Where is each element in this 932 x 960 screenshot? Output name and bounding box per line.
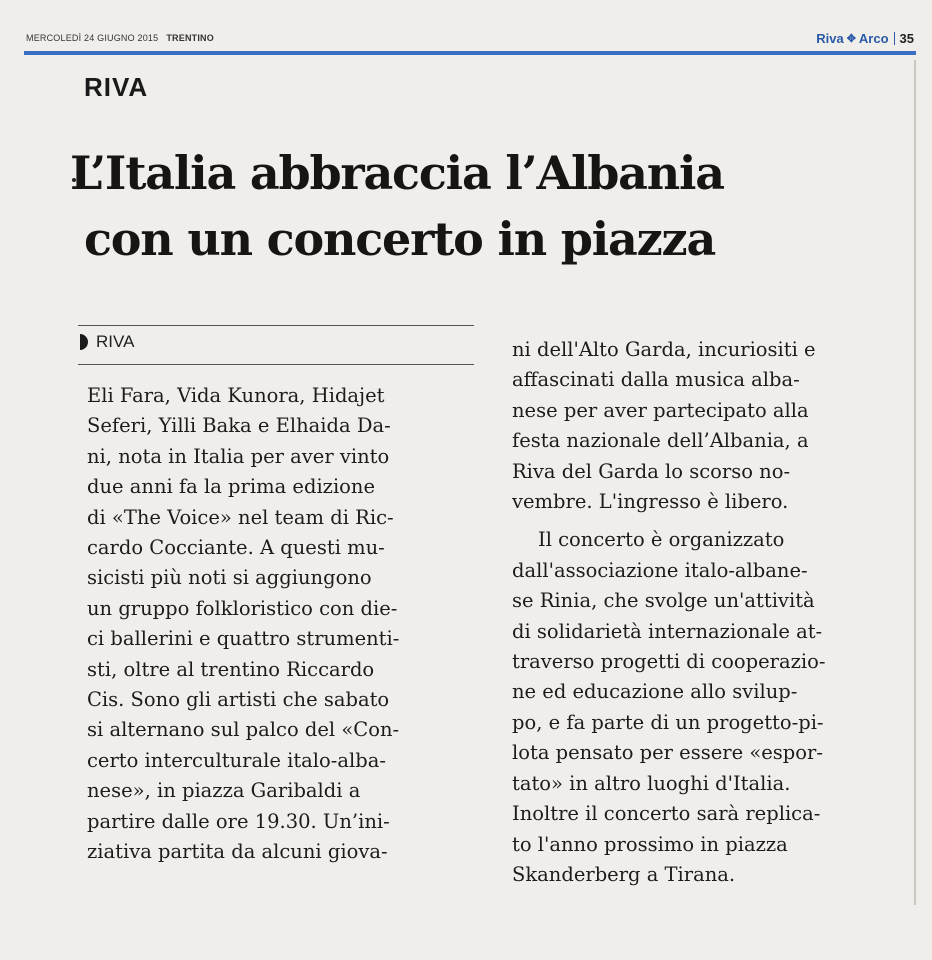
page-header-edition: [816, 31, 914, 46]
text-line: partire dalle ore 19.30. Un’ini-: [87, 809, 390, 833]
text-line: to l'anno prossimo in piazza: [512, 832, 788, 856]
text-line: Inoltre il concerto sarà replica-: [512, 802, 821, 826]
text-line: di «The Voice» nel team di Ric-: [87, 505, 394, 529]
headline-line-2: con un concerto in piazza: [84, 212, 716, 266]
text-line: Il concerto è organizzato: [538, 528, 785, 552]
page-header-date: [26, 33, 214, 43]
text-line: certo interculturale italo-alba-: [87, 748, 386, 772]
text-line: po, e fa parte di un progetto-pi-: [512, 710, 824, 734]
article-headline: [70, 140, 900, 272]
text-line: ni dell'Alto Garda, incuriositi e: [512, 338, 816, 361]
text-line: due anni fa la prima edizione: [87, 475, 376, 499]
text-line: un gruppo folkloristico con die-: [87, 596, 398, 620]
header-divider: [894, 32, 895, 45]
text-line: ziativa partita da alcuni giova-: [87, 840, 388, 864]
section-label: RIVA: [84, 72, 149, 102]
text-line: se Rinia, che svolge un'attività: [512, 589, 815, 613]
text-line: Riva del Garda lo scorso no-: [512, 459, 791, 483]
text-line: tato» in altro luoghi d'Italia.: [512, 771, 791, 795]
text-line: festa nazionale dell’Albania, a: [512, 429, 809, 453]
column-edge-rule: [914, 60, 916, 905]
text-line: Eli Fara, Vida Kunora, Hidajet: [87, 384, 385, 407]
headline-line-1: L’Italia abbraccia l’Albania: [70, 146, 724, 200]
text-line: Seferi, Yilli Baka e Elhaida Da-: [87, 414, 391, 438]
text-line: nese per aver partecipato alla: [512, 398, 809, 422]
text-line: sicisti più noti si aggiungono: [87, 566, 372, 590]
edition-riva: Riva: [816, 31, 844, 46]
dateline-bottom-rule: [78, 364, 474, 365]
article-column-1: [87, 381, 472, 868]
text-line: di solidarietà internazionale at-: [512, 619, 823, 643]
article-column-2: [512, 335, 907, 890]
text-line: cardo Cocciante. A questi mu-: [87, 536, 385, 560]
text-line: Cis. Sono gli artisti che sabato: [87, 688, 390, 712]
dateline-text: RIVA: [96, 332, 135, 351]
text-line: Skanderberg a Tirana.: [512, 862, 736, 886]
text-line: lota pensato per essere «espor-: [512, 741, 823, 765]
text-line: nese», in piazza Garibaldi a: [87, 779, 361, 803]
text-line: ne ed educazione allo svilup-: [512, 680, 798, 704]
header-rule: [24, 51, 916, 55]
text-line: vembre. L'ingresso è libero.: [512, 490, 789, 514]
text-line: sti, oltre al trentino Riccardo: [87, 657, 375, 681]
header-paper-name: TRENTINO: [166, 33, 214, 43]
dateline-marker-icon: [80, 334, 88, 350]
edition-arco: Arco: [858, 31, 889, 46]
diamond-separator-icon: ✥: [846, 33, 856, 45]
header-date: MERCOLEDÌ 24 GIUGNO 2015: [26, 33, 159, 43]
dateline: [80, 332, 134, 352]
text-line: si alternano sul palco del «Con-: [87, 718, 400, 742]
text-line: ci ballerini e quattro strumenti-: [87, 627, 400, 651]
text-line: dall'associazione italo-albane-: [512, 558, 808, 582]
text-line: affascinati dalla musica alba-: [512, 368, 800, 392]
text-line: ni, nota in Italia per aver vinto: [87, 444, 390, 468]
dateline-top-rule: [78, 325, 474, 326]
page-number: 35: [899, 31, 914, 46]
text-line: traverso progetti di cooperazio-: [512, 650, 826, 674]
